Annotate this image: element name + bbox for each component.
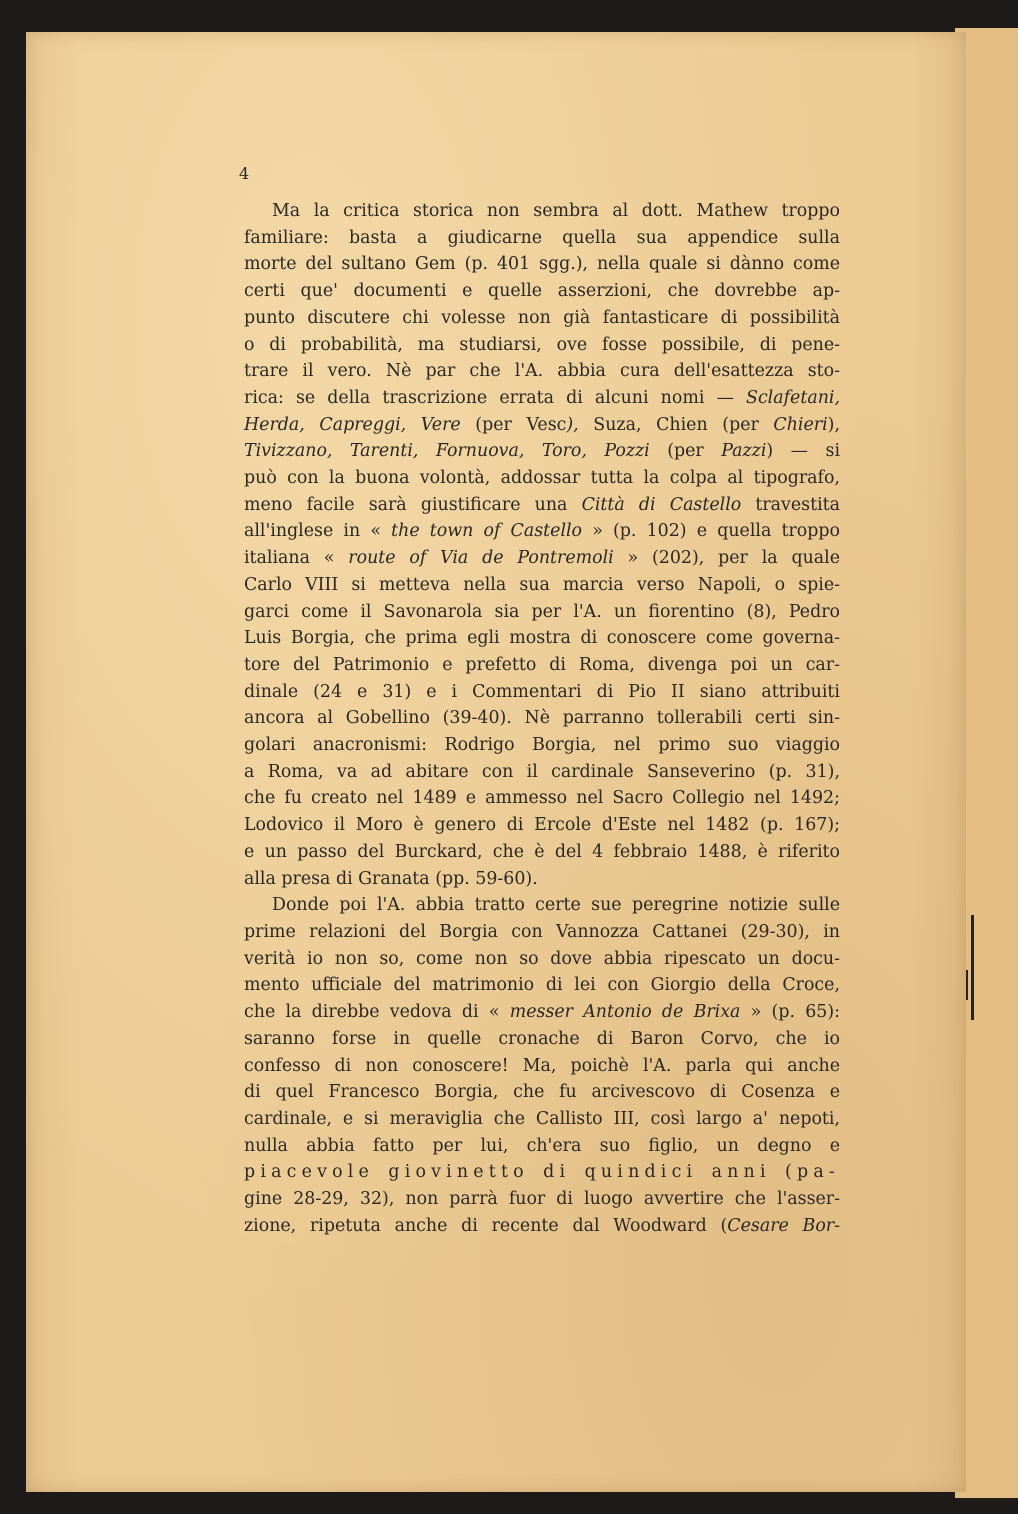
text-line — [244, 705, 840, 732]
text-line — [244, 1133, 840, 1160]
text-segment: golari anacronismi: Rodrigo Borgia, nel primo suo viaggio — [244, 735, 840, 756]
text-segment: gine 28-29, 32), non parrà fuor di luogo avvertire che l'asser- — [244, 1189, 840, 1210]
text-segment: ) — si — [766, 441, 841, 462]
text-segment: mento ufficiale del matrimonio di lei con Giorgio della Croce, — [244, 975, 840, 996]
text-line — [244, 1159, 840, 1186]
text-segment: travestita — [741, 494, 840, 515]
text-segment: ), — [827, 414, 840, 435]
text-line — [244, 652, 840, 679]
text-line — [244, 839, 840, 866]
italic-segment: the town of Castello — [391, 521, 583, 542]
text-line — [244, 385, 840, 412]
text-line — [244, 358, 840, 385]
text-line — [244, 866, 840, 893]
text-segment: zione, ripetuta anche di recente dal Woodward ( — [244, 1215, 728, 1236]
text-segment: che la direbbe vedova di « — [244, 1002, 510, 1023]
text-line — [244, 625, 840, 652]
text-line — [244, 1079, 840, 1106]
text-line — [244, 1213, 840, 1240]
text-segment: meno facile sarà giustificare una — [244, 494, 582, 515]
text-segment: (per — [460, 414, 527, 435]
text-segment: può con la buona volontà, addossar tutta la colpa al tipografo, — [244, 468, 840, 489]
italic-segment: Cesare Bor- — [727, 1215, 840, 1236]
text-segment: all'inglese in « — [244, 521, 392, 542]
text-segment: Suza, Chien — [593, 414, 708, 435]
text-segment: » (202), per la quale — [613, 548, 841, 569]
text-line — [244, 545, 840, 572]
italic-segment: Tivizzano, Tarenti, Fornuova, Toro, Pozzi — [244, 441, 650, 462]
text-segment: morte del sultano Gem (p. 401 sgg.), nella quale si dànno come — [244, 254, 840, 275]
text-line — [244, 278, 840, 305]
text-segment: » (p. 65): — [740, 1002, 840, 1023]
text-segment: ancora al Gobellino (39-40). Nè parranno tollerabili certi sin- — [244, 708, 840, 729]
text-segment: » (p. 102) e quella troppo — [582, 521, 840, 542]
text-segment: dinale (24 e 31) e i Commentari di Pio II siano attribuiti — [244, 681, 840, 702]
text-segment: a Roma, va ad abitare con il cardinale Sanseverino (p. 31), — [244, 761, 840, 782]
text-line — [244, 438, 840, 465]
text-line — [244, 465, 840, 492]
text-line — [244, 599, 840, 626]
text-line — [244, 812, 840, 839]
text-line — [244, 732, 840, 759]
text-line — [244, 305, 840, 332]
italic-segment: messer Antonio de Brixa — [509, 1002, 741, 1023]
text-line — [244, 946, 840, 973]
text-line — [244, 572, 840, 599]
text-line — [244, 759, 840, 786]
text-segment: punto discutere chi volesse non già fantasticare di possibilità — [244, 307, 840, 328]
text-line — [244, 919, 840, 946]
text-segment: cardinale, e si meraviglia che Callisto III, così largo a' nepoti, — [244, 1108, 840, 1129]
text-line — [244, 892, 840, 919]
text-segment: saranno forse in quelle cronache di Baron Corvo, che io — [244, 1028, 840, 1049]
text-segment: e un passo del Burckard, che è del 4 febbraio 1488, è riferito — [244, 841, 840, 862]
text-line — [244, 225, 840, 252]
text-segment: nulla abbia fatto per lui, ch'era suo figlio, un degno e — [244, 1135, 840, 1156]
italic-segment: Chieri — [773, 414, 828, 435]
text-line — [244, 198, 840, 225]
text-segment: Ma la critica storica non sembra al dott. Mathew troppo — [272, 201, 840, 221]
text-line — [244, 412, 840, 439]
text-line — [244, 1026, 840, 1053]
italic-segment: ), — [566, 414, 594, 435]
text-segment: familiare: basta a giudicarne quella sua appendice sulla — [244, 227, 840, 248]
text-line — [244, 492, 840, 519]
text-segment: piacevole giovinetto di quindici anni (pa- — [244, 1162, 840, 1183]
text-segment: tore del Patrimonio e prefetto di Roma, divenga poi un car- — [244, 654, 840, 675]
italic-segment: Sclafetani, — [746, 387, 840, 408]
text-segment: Carlo VIII si metteva nella sua marcia verso Napoli, o spie- — [244, 574, 840, 595]
text-line — [244, 332, 840, 359]
text-line — [244, 679, 840, 706]
text-segment: di quel Francesco Borgia, che fu arcivescovo di Cosenza e — [244, 1082, 840, 1103]
body-text — [244, 198, 840, 1239]
italic-segment: route of Via de Pontremoli — [348, 548, 614, 569]
text-segment: confesso di non conoscere! Ma, poichè l'A. parla qui anche — [244, 1055, 840, 1076]
text-line — [244, 1186, 840, 1213]
italic-segment: Pazzi — [721, 441, 767, 462]
text-segment: prime relazioni del Borgia con Vannozza Cattanei (29-30), in — [244, 921, 840, 942]
text-segment: Lodovico il Moro è genero di Ercole d'Este nel 1482 (p. 167); — [244, 815, 840, 836]
text-line — [244, 972, 840, 999]
italic-segment: Città di Castello — [581, 494, 742, 515]
text-line — [244, 999, 840, 1026]
text-segment: Vesc — [526, 414, 567, 435]
italic-segment: Herda, Capreggi, Vere — [244, 414, 461, 435]
text-segment: certi que' documenti e quelle asserzioni, che dovrebbe ap- — [244, 281, 840, 302]
page-number: 4 — [239, 164, 250, 183]
text-segment: (per — [707, 414, 774, 435]
text-line — [244, 785, 840, 812]
text-segment: che fu creato nel 1489 e ammesso nel Sacro Collegio nel 1492; — [244, 788, 840, 809]
text-segment: alla presa di Granata (pp. 59-60). — [244, 868, 538, 889]
text-segment: garci come il Savonarola sia per l'A. un fiorentino (8), Pedro — [244, 601, 840, 622]
text-segment: trare il vero. Nè par che l'A. abbia cura dell'esattezza sto- — [244, 361, 840, 382]
text-segment: Luis Borgia, che prima egli mostra di conoscere come governa- — [244, 628, 840, 649]
text-segment: rica: se della trascrizione errata di alcuni nomi — — [244, 387, 747, 408]
text-segment: Donde poi l'A. abbia tratto certe sue peregrine notizie sulle — [272, 895, 840, 916]
text-segment: o di probabilità, ma studiarsi, ove fosse possibile, di pene- — [244, 334, 840, 355]
text-segment: italiana « — [244, 548, 349, 569]
text-segment: verità io non so, come non so dove abbia ripescato un docu- — [244, 948, 840, 969]
text-line — [244, 251, 840, 278]
text-segment: (per — [649, 441, 722, 462]
text-line — [244, 1053, 840, 1080]
text-line — [244, 518, 840, 545]
text-line — [244, 1106, 840, 1133]
